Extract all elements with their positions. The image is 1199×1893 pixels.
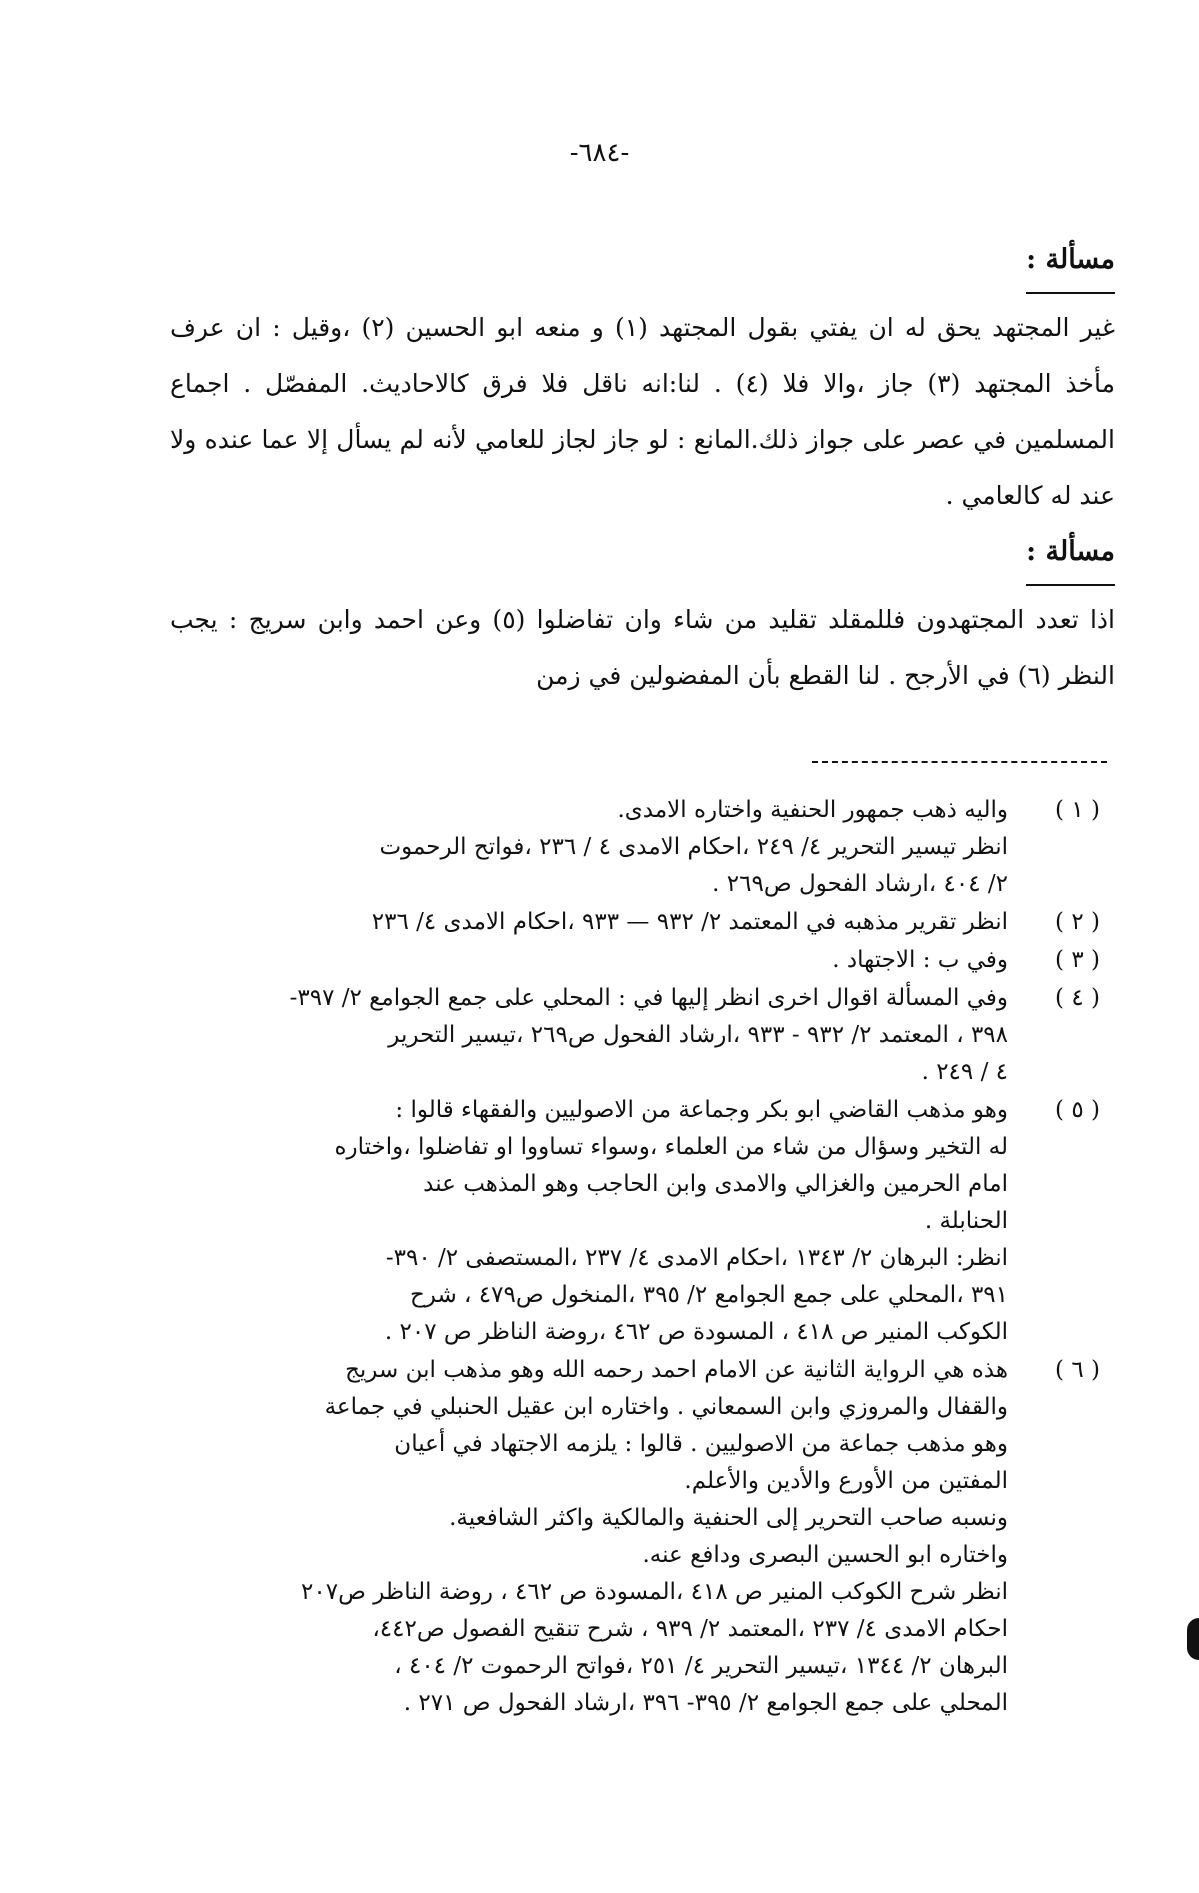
footnote-line: الحنابلة . xyxy=(924,1208,1008,1234)
footnote-number: ( ١ ) xyxy=(1055,797,1100,823)
section-paragraph: اذا تعدد المجتهدون فللمقلد تقليد من شاء وان تفاضلوا (٥) وعن احمد وابن سريج : يجب النظر (٦) في الأرجح . لنا القطع بأن المفضولين في زمن xyxy=(170,605,1115,690)
section-heading: مسألة : xyxy=(1026,524,1115,586)
section-heading: مسألة : xyxy=(1026,232,1115,294)
footnote-line: هذه هي الرواية الثانية عن الامام احمد رحمه الله وهو مذهب ابن سريج xyxy=(345,1357,1008,1383)
footnote-line: احكام الامدى ٤/ ٢٣٧ ،المعتمد ٢/ ٩٣٩ ، شرح تنقيح الفصول ص٤٤٢، xyxy=(372,1616,1008,1642)
footnote-line: وفي المسألة اقوال اخرى انظر إليها في : المحلي على جمع الجوامع ٢/ ٣٩٧- xyxy=(289,985,1008,1011)
footnote-line: ٣٩٨ ، المعتمد ٢/ ٩٣٢ - ٩٣٣ ،ارشاد الفحول ص٢٦٩ ،تيسير التحرير xyxy=(388,1022,1008,1048)
main-text xyxy=(170,232,1115,704)
footnote xyxy=(160,1092,1100,1351)
footnote-line: والقفال والمروزي وابن السمعاني . واختاره ابن عقيل الحنبلي في جماعة xyxy=(324,1394,1008,1420)
section-paragraph: غير المجتهد يحق له ان يفتي بقول المجتهد (١) و منعه ابو الحسين (٢) ،وقيل : ان عرف مأخذ المجتهد (٣) جاز ،والا فلا (٤) . لنا:انه ناقل فلا فرق كالاحاديث. المفصّل . اجماع المسلمين في عصر على جواز ذلك.المانع : لو جاز لجاز للعامي لأنه لم يسأل إلا عما عنده ولا عند له كالعامي . xyxy=(170,313,1116,510)
footnote-line: البرهان ٢/ ١٣٤٤ ،تيسير التحرير ٤/ ٢٥١ ،فواتح الرحموت ٢/ ٤٠٤ ، xyxy=(394,1653,1008,1679)
footnote-text xyxy=(160,1092,1008,1351)
footnote-line: امام الحرمين والغزالي والامدى وابن الحاجب وهو المذهب عند xyxy=(423,1171,1008,1197)
footnote-line: الكوكب المنير ص ٤١٨ ، المسودة ص ٤٦٢ ،روضة الناظر ص ٢٠٧ . xyxy=(384,1319,1008,1345)
footnotes xyxy=(160,792,1100,1723)
footnote-line: انظر: البرهان ٢/ ١٣٤٣ ،احكام الامدى ٤/ ٢٣٧ ،المستصفى ٢/ ٣٩٠- xyxy=(385,1245,1008,1271)
footnote-line: انظر شرح الكوكب المنير ص ٤١٨ ،المسودة ص ٤٦٢ ، روضة الناظر ص٢٠٧ xyxy=(301,1579,1008,1605)
footnote-line: المحلي على جمع الجوامع ٢/ ٣٩٥- ٣٩٦ ،ارشاد الفحول ص ٢٧١ . xyxy=(403,1690,1008,1716)
footnote-number: ( ٤ ) xyxy=(1055,985,1100,1011)
footnote-line: انظر تقرير مذهبه في المعتمد ٢/ ٩٣٢ — ٩٣٣ ،احكام الامدى ٤/ ٢٣٦ xyxy=(371,909,1008,935)
footnote xyxy=(160,904,1100,941)
footnote-line: واليه ذهب جمهور الحنفية واختاره الامدى. xyxy=(617,797,1008,823)
page-edge-mark xyxy=(1187,1618,1199,1660)
footnote-text xyxy=(160,980,1008,1091)
footnote-text xyxy=(160,1352,1008,1722)
footnote-line: وهو مذهب القاضي ابو بكر وجماعة من الاصوليين والفقهاء قالوا : xyxy=(395,1097,1008,1123)
footnote-number: ( ٢ ) xyxy=(1055,909,1100,935)
footnote-number: ( ٦ ) xyxy=(1055,1357,1100,1383)
footnote xyxy=(160,1352,1100,1722)
footnote-line: ٢/ ٤٠٤ ،ارشاد الفحول ص٢٦٩ . xyxy=(712,871,1008,897)
footnote-line: ٣٩١ ،المحلي على جمع الجوامع ٢/ ٣٩٥ ،المنخول ص٤٧٩ ، شرح xyxy=(409,1282,1008,1308)
footnote-line: وهو مذهب جماعة من الاصوليين . قالوا : يلزمه الاجتهاد في أعيان xyxy=(394,1431,1008,1457)
footnote-line: ونسبه صاحب التحرير إلى الحنفية والمالكية واكثر الشافعية. xyxy=(449,1505,1008,1531)
section-2 xyxy=(170,524,1115,704)
footnote-line: المفتين من الأورع والأدين والأعلم. xyxy=(684,1468,1008,1494)
footnote-line: واختاره ابو الحسين البصرى ودافع عنه. xyxy=(642,1542,1008,1568)
footnote xyxy=(160,980,1100,1091)
footnote-text xyxy=(160,792,1008,903)
footnote-line: انظر تيسير التحرير ٤/ ٢٤٩ ،احكام الامدى ٤ / ٢٣٦ ،فواتح الرحموت xyxy=(379,834,1008,860)
footnote-line: وفي ب : الاجتهاد . xyxy=(832,947,1008,973)
page-number: -٦٨٤- xyxy=(569,138,630,168)
section-1 xyxy=(170,232,1115,524)
footnote-divider xyxy=(812,761,1107,763)
footnote-line: ٤ / ٢٤٩ . xyxy=(921,1059,1008,1085)
footnote-number: ( ٥ ) xyxy=(1055,1097,1100,1123)
footnote xyxy=(160,942,1100,979)
footnote-line: له التخير وسؤال من شاء من العلماء ،وسواء تساووا او تفاضلوا ،واختاره xyxy=(334,1134,1008,1160)
footnote xyxy=(160,792,1100,903)
footnote-text xyxy=(160,904,1008,941)
footnote-number: ( ٣ ) xyxy=(1055,947,1100,973)
footnote-text xyxy=(160,942,1008,979)
